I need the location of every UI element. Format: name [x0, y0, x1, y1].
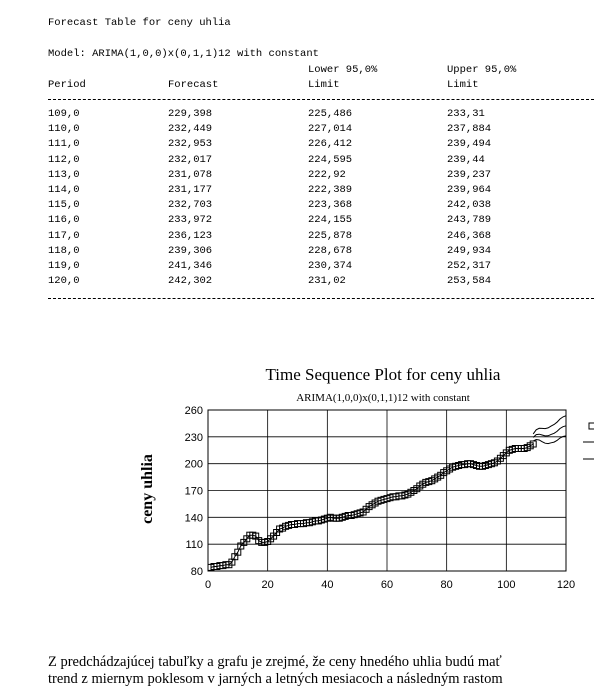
- x-tick-label: 80: [440, 579, 453, 591]
- header-lower-limit: Limit: [308, 79, 340, 91]
- cell-forecast: 241,346: [168, 259, 213, 272]
- table-row: [48, 183, 594, 198]
- cell-lower-limit: 222,389: [308, 183, 353, 196]
- cell-upper-limit: 239,494: [447, 138, 492, 151]
- cell-forecast: 233,972: [168, 214, 213, 227]
- header-forecast: Forecast: [168, 79, 219, 91]
- cell-forecast: 231,177: [168, 183, 213, 196]
- header-upper-top: Upper 95,0%: [447, 64, 517, 76]
- cell-lower-limit: 224,155: [308, 214, 353, 227]
- table-row: [48, 259, 594, 274]
- grid-lines: [208, 410, 566, 571]
- table-divider-top: [48, 99, 594, 100]
- cell-forecast: 242,302: [168, 275, 213, 288]
- time-sequence-chart: [0, 355, 594, 605]
- cell-lower-limit: 227,014: [308, 123, 353, 136]
- cell-lower-limit: 225,486: [308, 108, 353, 120]
- legend: [583, 423, 594, 459]
- table-row: [48, 168, 594, 183]
- cell-upper-limit: 243,789: [447, 214, 492, 227]
- x-tick-label: 0: [204, 579, 212, 591]
- table-row: [48, 213, 594, 228]
- cell-period: 116,0: [48, 214, 80, 227]
- cell-forecast: 236,123: [168, 229, 213, 242]
- x-tick-label: 20: [261, 579, 274, 591]
- paragraph-line-1: Z predchádzajúcej tabuľky a grafu je zrejmé, že ceny hnedého uhlia budú mať: [48, 654, 502, 670]
- y-tick-label: 140: [184, 512, 203, 525]
- cell-period: 119,0: [48, 259, 80, 272]
- y-tick-label: 260: [184, 405, 203, 417]
- x-tick-label: 120: [556, 579, 576, 591]
- table-divider-bottom: [48, 298, 594, 299]
- cell-lower-limit: 223,368: [308, 199, 353, 212]
- y-axis-ticks: [185, 405, 203, 578]
- cell-forecast: 231,078: [168, 168, 213, 181]
- y-tick-label: 80: [190, 566, 203, 578]
- cell-lower-limit: 222,92: [308, 168, 346, 181]
- x-tick-label: 100: [497, 579, 516, 591]
- cell-period: 110,0: [48, 123, 80, 136]
- cell-period: 120,0: [48, 275, 80, 288]
- y-tick-label: 200: [184, 458, 203, 471]
- forecast-table-title: Forecast Table for ceny uhlia: [48, 17, 231, 29]
- upper-limit-line: [533, 416, 566, 434]
- cell-upper-limit: 242,038: [447, 199, 492, 212]
- legend-marker-square: [589, 423, 594, 429]
- cell-lower-limit: 230,374: [308, 259, 353, 272]
- header-lower-top: Lower 95,0%: [308, 64, 378, 76]
- body-paragraph: [48, 654, 594, 688]
- cell-lower-limit: 228,678: [308, 244, 353, 257]
- cell-forecast: 232,017: [168, 153, 213, 166]
- cell-upper-limit: 233,31: [447, 108, 485, 120]
- chart-title: Time Sequence Plot for ceny uhlia: [265, 365, 501, 384]
- cell-forecast: 232,449: [168, 123, 213, 136]
- y-tick-label: 110: [185, 539, 203, 552]
- y-tick-label: 230: [184, 431, 203, 444]
- table-row: [48, 153, 594, 168]
- x-tick-label: 60: [380, 579, 394, 591]
- header-upper-limit: Limit: [447, 79, 479, 91]
- table-row: [48, 274, 594, 289]
- cell-upper-limit: 249,934: [447, 244, 492, 257]
- paragraph-line-2: trend z miernym poklesom v jarných a letných mesiacoch a následným rastom: [48, 671, 503, 687]
- cell-upper-limit: 246,368: [447, 229, 492, 242]
- cell-lower-limit: 226,412: [308, 138, 353, 151]
- table-body: [48, 107, 594, 289]
- cell-forecast: 239,306: [168, 244, 213, 257]
- cell-lower-limit: 225,878: [308, 229, 353, 242]
- cell-period: 109,0: [48, 108, 80, 120]
- header-period: Period: [48, 79, 86, 91]
- cell-upper-limit: 252,317: [447, 259, 492, 272]
- cell-forecast: 232,953: [168, 138, 213, 151]
- cell-period: 113,0: [48, 168, 80, 181]
- table-row: [48, 244, 594, 259]
- cell-period: 111,0: [48, 138, 80, 151]
- model-description: Model: ARIMA(1,0,0)x(0,1,1)12 with constant: [48, 48, 319, 60]
- x-axis-ticks: [205, 579, 575, 591]
- table-row: [48, 198, 594, 213]
- cell-lower-limit: 231,02: [308, 275, 346, 288]
- x-tick-label: 40: [321, 579, 334, 591]
- table-row: [48, 229, 594, 244]
- cell-period: 115,0: [48, 199, 80, 212]
- cell-upper-limit: 239,44: [447, 153, 485, 166]
- table-row: [48, 137, 594, 152]
- cell-period: 117,0: [48, 229, 80, 242]
- cell-upper-limit: 253,584: [447, 275, 492, 288]
- cell-period: 112,0: [48, 153, 80, 166]
- table-row: [48, 122, 594, 137]
- cell-upper-limit: 237,884: [447, 123, 492, 136]
- table-row: [48, 107, 594, 122]
- cell-period: 114,0: [48, 183, 80, 196]
- cell-upper-limit: 239,237: [447, 168, 492, 181]
- chart-subtitle: ARIMA(1,0,0)x(0,1,1)12 with constant: [296, 392, 470, 404]
- cell-forecast: 229,398: [168, 108, 213, 120]
- y-axis-label: ceny uhlia: [139, 454, 156, 524]
- cell-lower-limit: 224,595: [308, 153, 353, 166]
- cell-upper-limit: 239,964: [447, 183, 492, 196]
- cell-forecast: 232,703: [168, 199, 213, 212]
- cell-period: 118,0: [48, 244, 80, 257]
- y-tick-label: 170: [184, 485, 203, 498]
